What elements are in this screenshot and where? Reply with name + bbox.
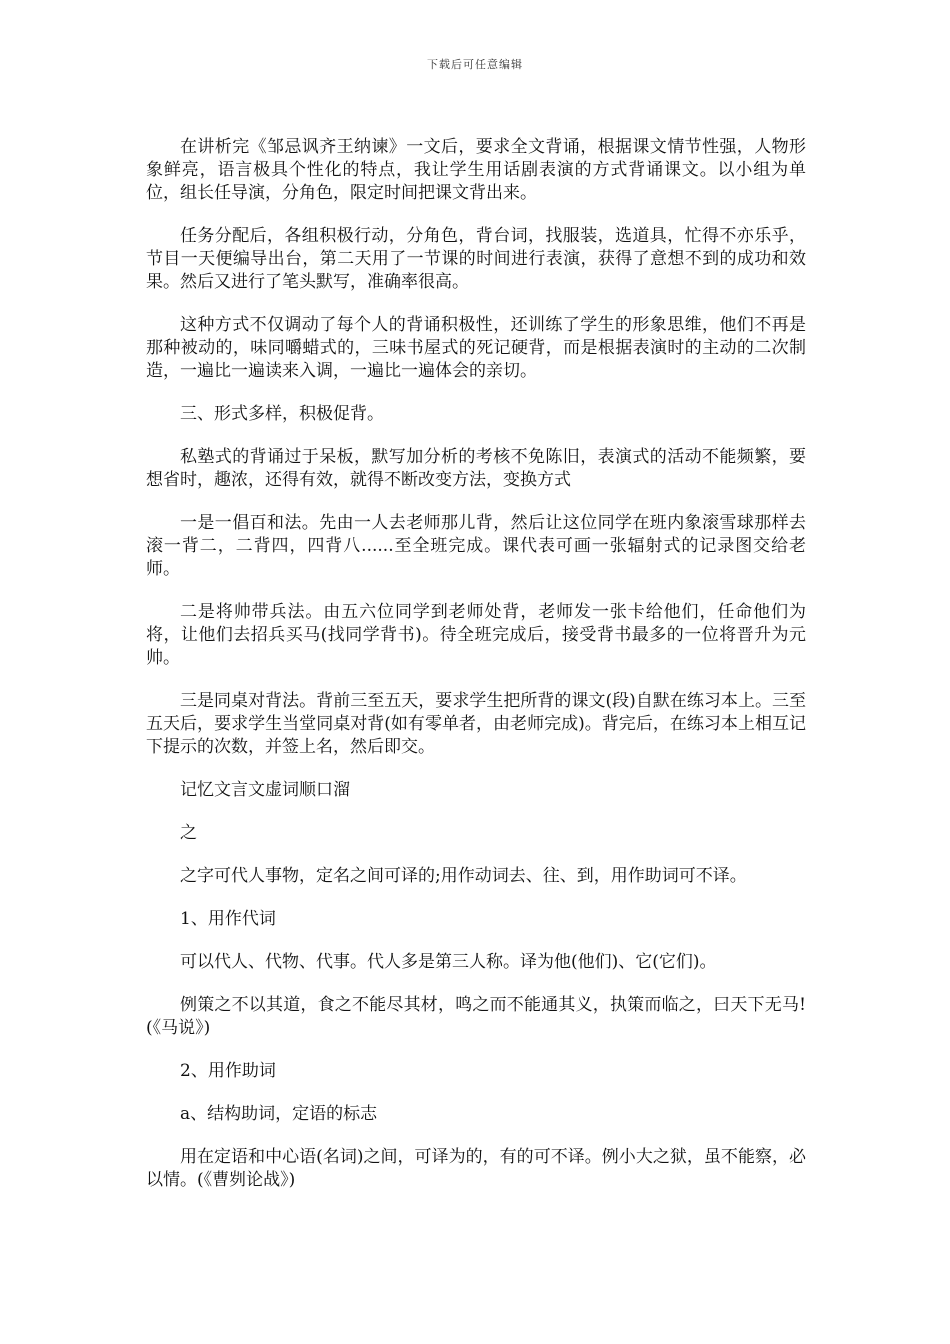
usage-1-heading: 1、用作代词 <box>180 909 276 929</box>
paragraph-4: 私塾式的背诵过于呆板，默写加分析的考核不免陈旧，表演式的活动不能频繁，要想省时，趣浓，还得有效，就得不断改变方法，变换方式 <box>146 447 806 490</box>
document-body <box>146 136 806 1212</box>
method-1-paragraph: 一是一倡百和法。先由一人去老师那儿背，然后让这位同学在班内象滚雪球那样去滚一背二，二背四，四背八......至全班完成。课代表可画一张辐射式的记录图交给老师。 <box>146 513 806 579</box>
usage-2a-description: 用在定语和中心语(名词)之间，可译为的，有的可不译。例小大之狱，虽不能察，必以情。(《曹刿论战》) <box>146 1147 806 1190</box>
paragraph-3: 这种方式不仅调动了每个人的背诵积极性，还训练了学生的形象思维，他们不再是那种被动的，味同嚼蜡式的，三味书屋式的死记硬背，而是根据表演时的主动的二次制造，一遍比一遍读来入调，一遍比一遍体会的亲切。 <box>146 315 806 381</box>
section-heading-3: 三、形式多样，积极促背。 <box>180 404 384 424</box>
method-3-paragraph: 三是同桌对背法。背前三至五天，要求学生把所背的课文(段)自默在练习本上。三至五天后，要求学生当堂同桌对背(如有零单者，由老师完成)。背完后，在练习本上相互记下提示的次数，并签上名，然后即交。 <box>146 691 806 757</box>
usage-2a-heading: a、结构助词，定语的标志 <box>180 1104 378 1124</box>
character-summary: 之字可代人事物，定名之间可译的;用作动词去、往、到，用作助词可不译。 <box>180 866 747 886</box>
usage-2-heading: 2、用作助词 <box>180 1061 276 1081</box>
rhyme-title: 记忆文言文虚词顺口溜 <box>180 780 350 800</box>
usage-1-example: 例策之不以其道，食之不能尽其材，鸣之而不能通其义，执策而临之，曰天下无马!(《马说》) <box>146 995 806 1038</box>
method-2-paragraph: 二是将帅带兵法。由五六位同学到老师处背，老师发一张卡给他们，任命他们为将，让他们去招兵买马(找同学背书)。待全班完成后，接受背书最多的一位将晋升为元帅。 <box>146 602 806 668</box>
paragraph-1: 在讲析完《邹忌讽齐王纳谏》一文后，要求全文背诵，根据课文情节性强，人物形象鲜亮，语言极具个性化的特点，我让学生用话剧表演的方式背诵课文。以小组为单位，组长任导演，分角色，限定时间把课文背出来。 <box>146 137 806 203</box>
page-header: 下载后可任意编辑 <box>427 58 523 71</box>
paragraph-2: 任务分配后，各组积极行动，分角色，背台词，找服装，选道具，忙得不亦乐乎，节目一天便编导出台，第二天用了一节课的时间进行表演，获得了意想不到的成功和效果。然后又进行了笔头默写，准确率很高。 <box>146 226 806 292</box>
usage-1-description: 可以代人、代物、代事。代人多是第三人称。译为他(他们)、它(它们)。 <box>180 952 717 972</box>
character-heading: 之 <box>180 823 197 843</box>
